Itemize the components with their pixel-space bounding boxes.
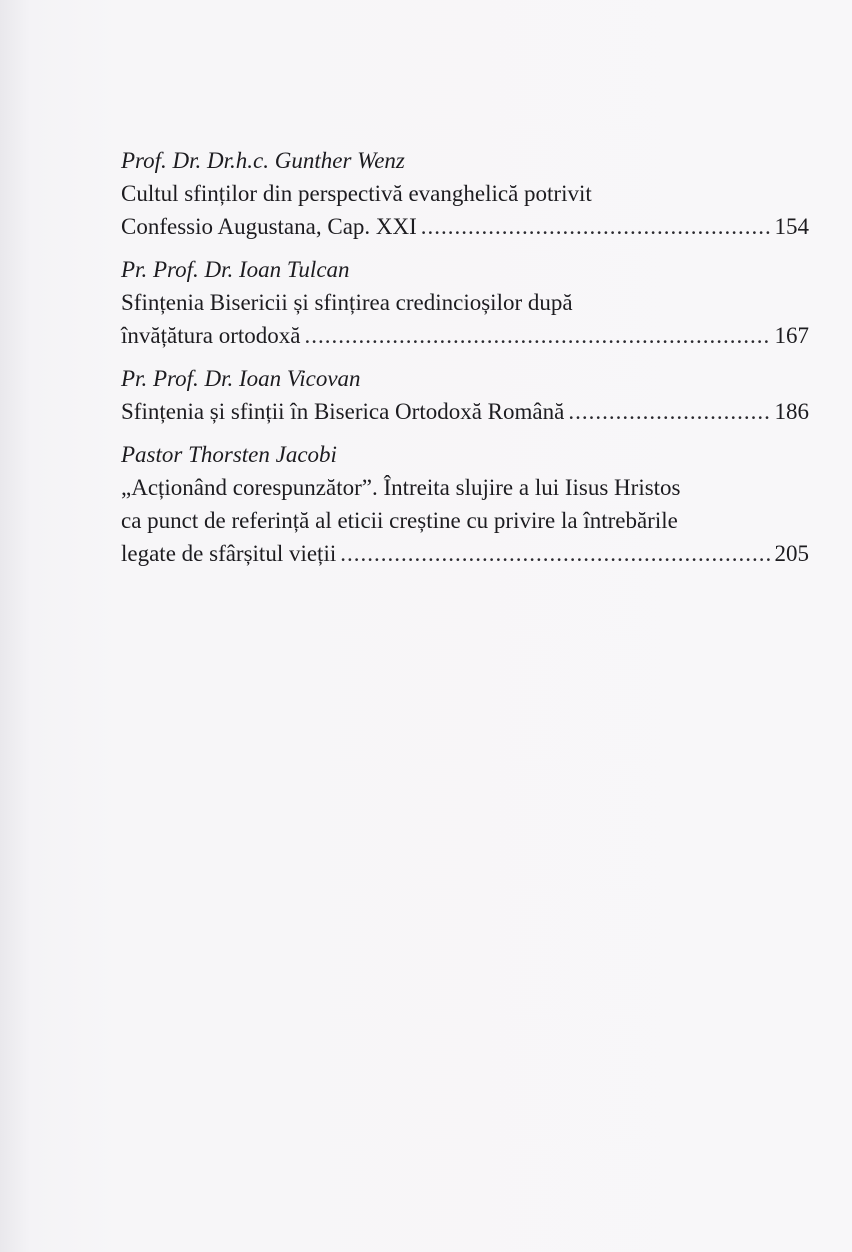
entry-page-number: 167: [774, 323, 809, 348]
dot-leader: [304, 319, 770, 352]
entry-title-last-line: [121, 395, 809, 428]
entry-author: Pastor Thorsten Jacobi: [121, 442, 337, 467]
entry-title-line: ca punct de referință al eticii creștine cu privire la întrebările: [121, 508, 678, 533]
table-of-contents: [121, 144, 809, 580]
entry-title-text: legate de sfârșitul vieții: [121, 541, 337, 566]
entry-author: Pr. Prof. Dr. Ioan Vicovan: [121, 366, 361, 391]
entry-title-last-line: [121, 210, 809, 243]
dot-leader: [340, 537, 770, 570]
entry-author: Pr. Prof. Dr. Ioan Tulcan: [121, 257, 350, 282]
dot-leader: [568, 395, 770, 428]
toc-entry: [121, 144, 809, 243]
entry-author: Prof. Dr. Dr.h.c. Gunther Wenz: [121, 148, 405, 173]
entry-title-line: Sfințenia Bisericii și sfințirea credincioșilor după: [121, 290, 573, 315]
toc-entry: [121, 362, 809, 428]
entry-title-text: Confessio Augustana, Cap. XXI: [121, 214, 417, 239]
entry-title-line: Cultul sfinților din perspectivă evanghelică potrivit: [121, 181, 592, 206]
toc-entry: [121, 253, 809, 352]
toc-entry: [121, 438, 809, 570]
entry-title-text: învățătura ortodoxă: [121, 323, 301, 348]
dot-leader: [421, 210, 771, 243]
entry-page-number: 186: [774, 399, 809, 424]
entry-title-last-line: [121, 319, 809, 352]
entry-title-last-line: [121, 537, 809, 570]
entry-page-number: 205: [774, 541, 809, 566]
entry-title-line: „Acționând corespunzător”. Întreita slujire a lui Iisus Hristos: [121, 475, 681, 500]
entry-page-number: 154: [774, 214, 809, 239]
entry-title-text: Sfințenia și sfinții în Biserica Ortodoxă Română: [121, 399, 565, 424]
